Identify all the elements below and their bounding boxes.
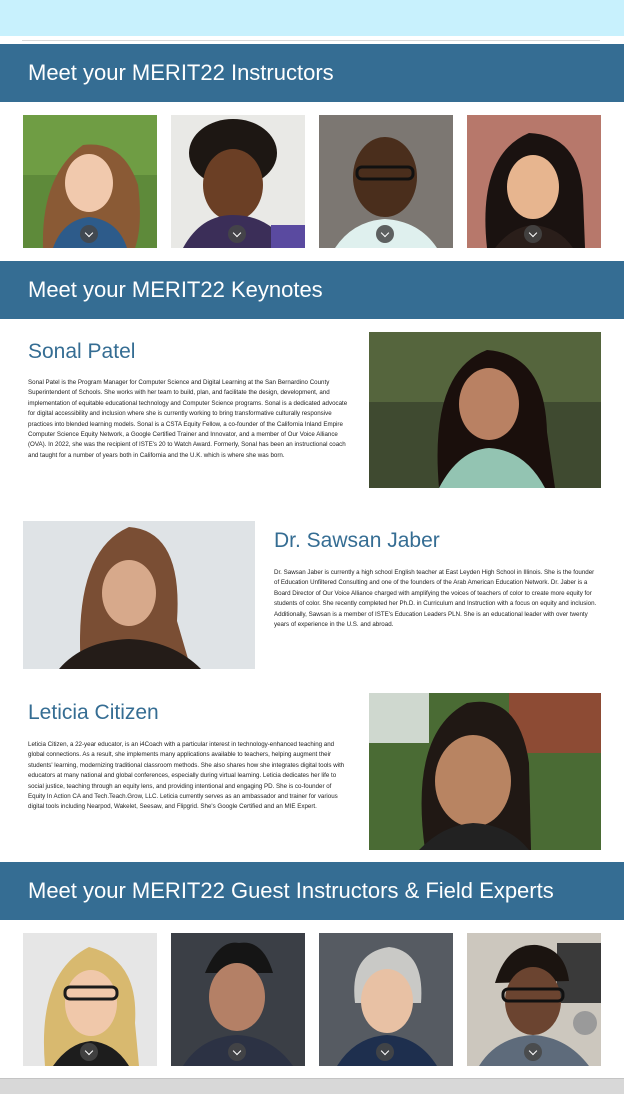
keynotes-banner — [0, 261, 624, 319]
chevron-down-icon[interactable] — [80, 1043, 98, 1061]
keynote-bio-3: Leticia Citizen, a 22-year educator, is an i4Coach with a particular interest in technology-enhanced teaching and global connections. As a result, she implements many applications available to teachers, helping augment their students' learning, modernizing traditional classroom methods. She also shares how she integrates digital tools with educators at many national and global conferences, especially during virtual learning. Leticia dedicates her life to social justice, teaching through an equity lens, and providing intentional and engaging PD. She is co-founder of Equity In Action CA and Tech.Teach.Grow, LLC. Leticia currently serves as an ambassador and trainer for various digital tools including Nearpod, Wakelet, Seesaw, and Flipgrid. She's Google Certified and an MIE Expert. — [28, 741, 345, 811]
keynote-portrait — [369, 693, 601, 850]
footer-strip — [0, 1078, 624, 1094]
instructor-photo-2[interactable] — [171, 115, 305, 248]
keynote-name-1: Sonal Patel — [28, 340, 136, 363]
chevron-down-icon[interactable] — [376, 225, 394, 243]
instructors-banner — [0, 44, 624, 102]
guest-photo-1[interactable] — [23, 933, 157, 1066]
guests-banner — [0, 862, 624, 920]
guests-heading: Meet your MERIT22 Guest Instructors & Field Experts — [28, 878, 554, 903]
keynote-name-3: Leticia Citizen — [28, 701, 159, 724]
top-strip — [0, 0, 624, 36]
instructors-heading: Meet your MERIT22 Instructors — [28, 60, 334, 85]
chevron-down-icon[interactable] — [524, 1043, 542, 1061]
keynote-portrait — [23, 521, 255, 669]
instructor-photo-4[interactable] — [467, 115, 601, 248]
chevron-down-icon[interactable] — [524, 225, 542, 243]
guest-photo-2[interactable] — [171, 933, 305, 1066]
keynote-photo-2 — [23, 521, 255, 669]
keynote-photo-3 — [369, 693, 601, 850]
keynote-photo-1 — [369, 332, 601, 488]
chevron-down-icon[interactable] — [228, 1043, 246, 1061]
keynote-bio-2: Dr. Sawsan Jaber is currently a high school English teacher at East Leyden High School in Illinois. She is the founder of Education Unfiltered Consulting and one of the founders of the Arab American Education Network. Dr. Jaber is a Board Director of Our Voice Alliance charged with amplifying the voices of teachers of color to create more equity for students of color. She recently completed her Ph.D. in Curriculum and Instruction with a focus on equity and inclusion. Additionally, Sawsan is a member of ISTE's Education Leaders PLN. She is an educational leader with over twenty years of experience in the U.S. and abroad. — [274, 569, 597, 629]
divider — [22, 40, 600, 41]
chevron-down-icon[interactable] — [228, 225, 246, 243]
guest-photo-3[interactable] — [319, 933, 453, 1066]
instructor-photo-1[interactable] — [23, 115, 157, 248]
chevron-down-icon[interactable] — [80, 225, 98, 243]
keynote-bio-1: Sonal Patel is the Program Manager for Computer Science and Digital Learning at the San Bernardino County Superintendent of Schools. She works with her team to build, plan, and facilitate the design, development, and implementation of equitable educational technology and Computer Science programs. Sonal is a dedicated advocate for digital accessibility and inclusion where she is currently working to bring transformative culturally responsive practices into blended learning models. Sonal is a CSTA Equity Fellow, a co-founder of the California Inland Empire Computer Science Equity Network, a Google Certified Trainer and Innovator, and a member of Our Voice Alliance (OVA). In 2022, she was the recipient of ISTE's 20 to Watch Award. Formerly, Sonal has been an instructional coach and taught for a number of years both in California and the U.K. which is where she was born. — [28, 379, 348, 459]
keynote-name-2: Dr. Sawsan Jaber — [274, 529, 440, 552]
keynotes-heading: Meet your MERIT22 Keynotes — [28, 277, 323, 302]
keynote-portrait — [369, 332, 601, 488]
chevron-down-icon[interactable] — [376, 1043, 394, 1061]
guest-photo-4[interactable] — [467, 933, 601, 1066]
instructor-photo-3[interactable] — [319, 115, 453, 248]
